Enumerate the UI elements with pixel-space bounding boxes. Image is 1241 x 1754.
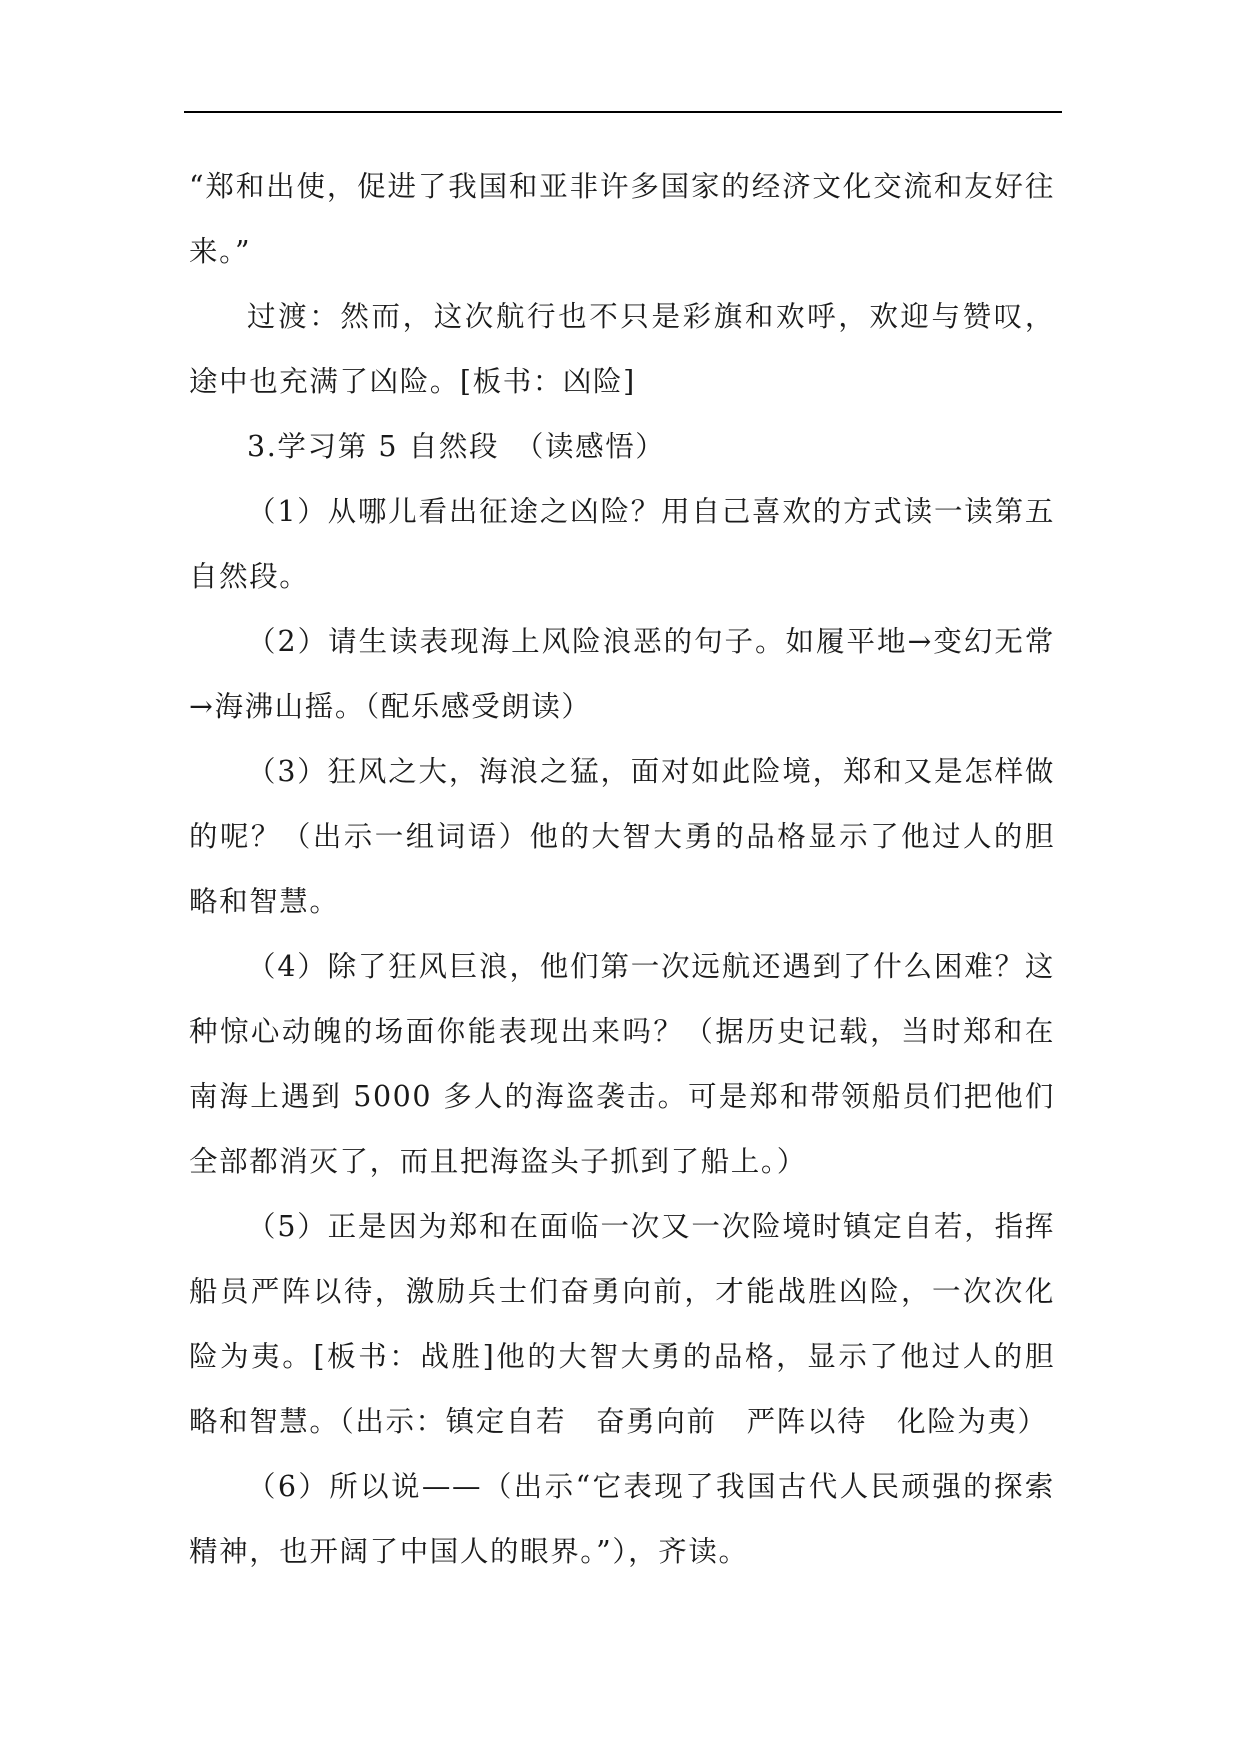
paragraph-item-1: （1）从哪儿看出征途之凶险？用自己喜欢的方式读一读第五自然段。 [189, 495, 1055, 593]
document-body [189, 154, 1055, 1584]
paragraph-section-heading: 3.学习第 5 自然段 （读感悟） [247, 430, 666, 463]
paragraph-quote: “郑和出使，促进了我国和亚非许多国家的经济文化交流和友好往来。” [189, 170, 1055, 268]
paragraph-transition: 过渡：然而，这次航行也不只是彩旗和欢呼，欢迎与赞叹，途中也充满了凶险。[板书：凶险] [189, 300, 1055, 398]
header-rule [184, 111, 1062, 113]
paragraph-item-4: （4）除了狂风巨浪，他们第一次远航还遇到了什么困难？这种惊心动魄的场面你能表现出来吗？（据历史记载，当时郑和在南海上遇到 5000 多人的海盗袭击。可是郑和带领船员们把他们全部都消灭了，而且把海盗头子抓到了船上。） [189, 950, 1055, 1178]
paragraph-item-2: （2）请生读表现海上风险浪恶的句子。如履平地→变幻无常→海沸山摇。（配乐感受朗读） [189, 625, 1055, 723]
paragraph-item-6: （6）所以说——（出示“它表现了我国古代人民顽强的探索精神，也开阔了中国人的眼界。”），齐读。 [189, 1470, 1055, 1568]
paragraph-item-3: （3）狂风之大，海浪之猛，面对如此险境，郑和又是怎样做的呢？（出示一组词语）他的大智大勇的品格显示了他过人的胆略和智慧。 [189, 755, 1055, 918]
paragraph-item-5: （5）正是因为郑和在面临一次又一次险境时镇定自若，指挥船员严阵以待，激励兵士们奋勇向前，才能战胜凶险，一次次化险为夷。[板书：战胜]他的大智大勇的品格，显示了他过人的胆略和智慧。（出示：镇定自若 奋勇向前 严阵以待 化险为夷） [189, 1210, 1055, 1438]
